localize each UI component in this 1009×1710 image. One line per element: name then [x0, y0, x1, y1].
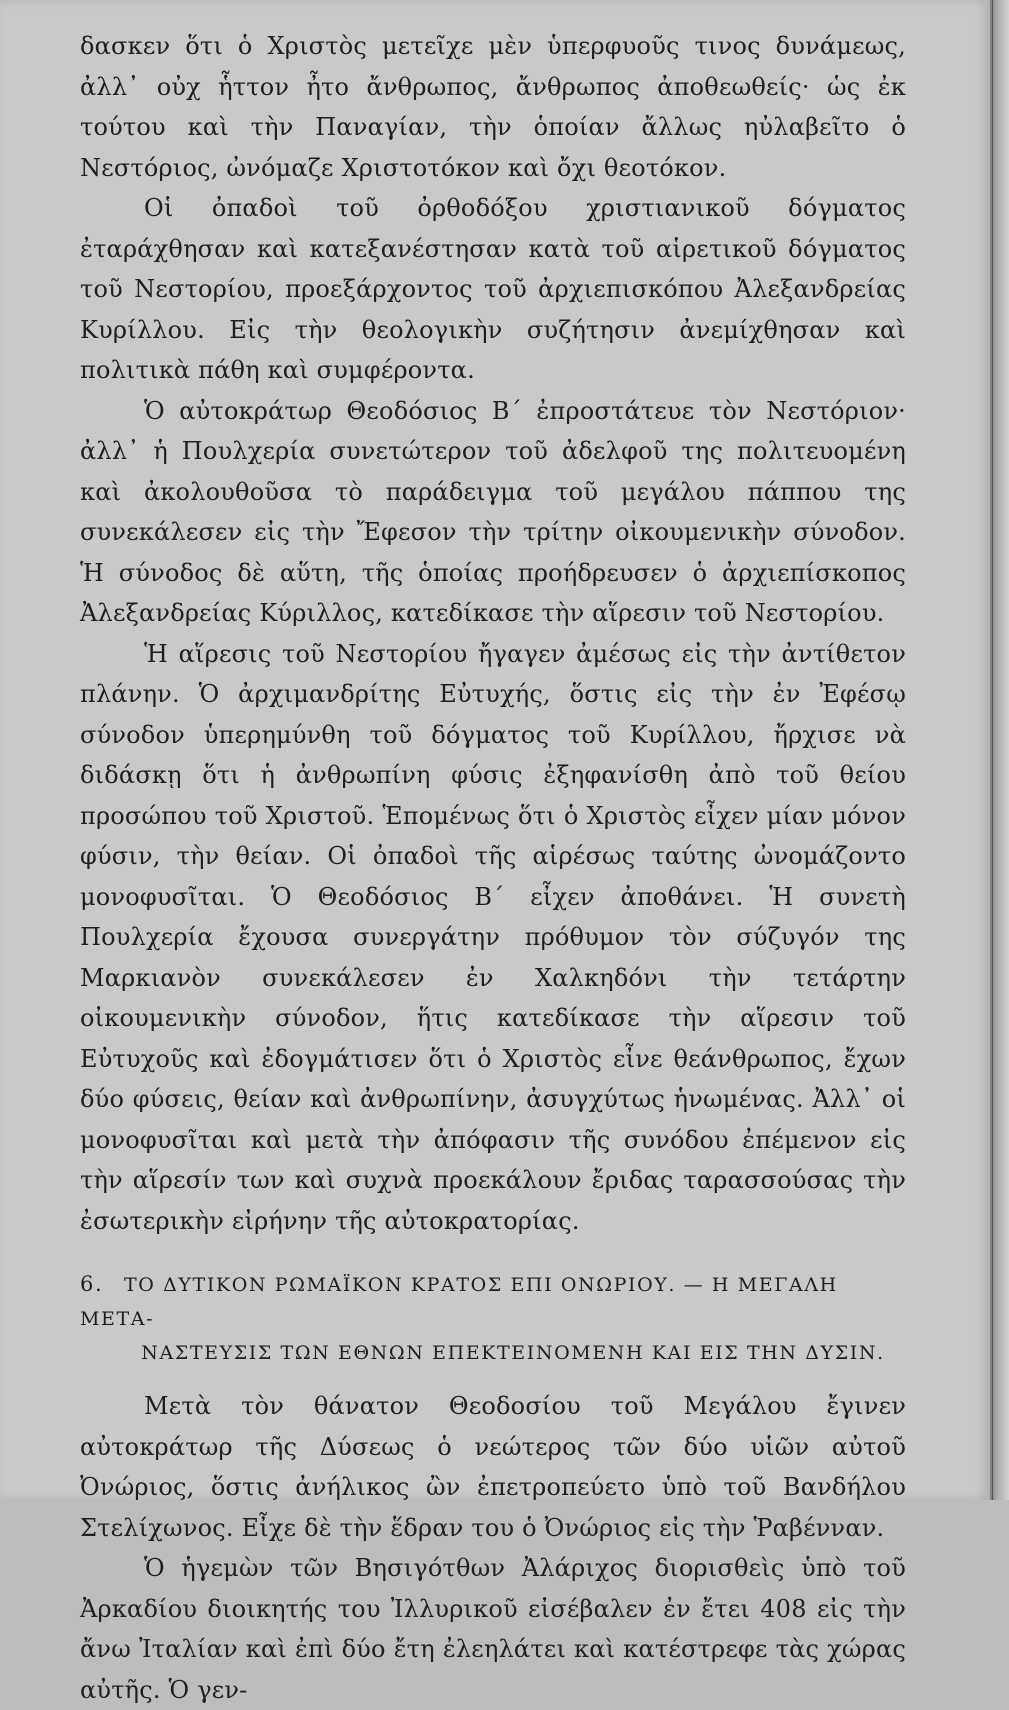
- paragraph-3: Ὁ αὐτοκράτωρ Θεοδόσιος Β΄ ἐπροστάτευε τὸν Νεστόριον· ἀλλ᾽ ἡ Πουλχερία συνετώτερον τοῦ ἀδελφοῦ της πολιτευομένη καὶ ἀκολουθοῦσα τὸ παράδειγμα τοῦ μεγάλου πάππου της συνεκάλεσεν εἰς τὴν Ἔφεσον τὴν τρίτην οἰκουμενικὴν σύνοδον. Ἡ σύνοδος δὲ αὕτη, τῆς ὁποίας προήδρευσεν ὁ ἀρχιεπίσκοπος Ἀλεξανδρείας Κύριλλος, κατεδίκασε τὴν αἵρεσιν τοῦ Νεστορίου.: [80, 396, 906, 627]
- section-number: 6.: [80, 1272, 104, 1296]
- section-title-line-2: ΝΑΣΤΕΥΣΙΣ ΤΩΝ ΕΘΝΩΝ ΕΠΕΚΤΕΙΝΟΜΕΝΗ ΚΑΙ ΕΙΣ ΤΗΝ ΔΥΣΙΝ.: [141, 1342, 885, 1364]
- section-heading: [80, 1267, 906, 1370]
- paragraph-4: Ἡ αἵρεσις τοῦ Νεστορίου ἤγαγεν ἀμέσως εἰς τὴν ἀντίθετον πλάνην. Ὁ ἀρχιμανδρίτης Εὐτυχής, ὅστις εἰς τὴν ἐν Ἐφέσῳ σύνοδον ὑπερημύνθη τοῦ δόγματος τοῦ Κυρίλλου, ἤρχισε νὰ διδάσκῃ ὅτι ἡ ἀνθρωπίνη φύσις ἐξηφανίσθη ἀπὸ τοῦ θείου προσώπου τοῦ Χριστοῦ. Ἑπομένως ὅτι ὁ Χριστὸς εἶχεν μίαν μόνον φύσιν, τὴν θείαν. Οἱ ὀπαδοὶ τῆς αἱρέσως ταύτης ὠνομάζοντο μονοφυσῖται. Ὁ Θεοδόσιος Β΄ εἶχεν ἀποθάνει. Ἡ συνετὴ Πουλχερία ἔχουσα συνεργάτην πρόθυμον τὸν σύζυγόν της Μαρκιανὸν συνεκάλεσεν ἐν Χαλκηδόνι τὴν τετάρτην οἰκουμενικὴν σύνοδον, ἥτις κατεδίκασε τὴν αἵρεσιν τοῦ Εὐτυχοῦς καὶ ἐδογμάτισεν ὅτι ὁ Χριστὸς εἶνε θεάνθρωπος, ἔχων δύο φύσεις, θείαν καὶ ἀνθρωπίνην, ἀσυγχύτως ἡνωμένας. Ἀλλ᾽ οἱ μονοφυσῖται καὶ μετὰ τὴν ἀπόφασιν τῆς συνόδου ἐπέμενον εἰς τὴν αἵρεσίν των καὶ συχνὰ προεκάλουν ἔριδας ταρασσούσας τὴν ἐσωτερικὴν εἰρήνην τῆς αὐτοκρατορίας.: [80, 639, 906, 1235]
- paragraph-2: Οἱ ὀπαδοὶ τοῦ ὀρθοδόξου χριστιανικοῦ δόγματος ἐταράχθησαν καὶ κατεξανέστησαν κατὰ τοῦ αἱρετικοῦ δόγματος τοῦ Νεστορίου, προεξάρχοντος τοῦ ἀρχιεπισκόπου Ἀλεξανδρείας Κυρίλλου. Εἰς τὴν θεολογικὴν συζήτησιν ἀνεμίχθησαν καὶ πολιτικὰ πάθη καὶ συμφέροντα.: [80, 194, 906, 384]
- paragraph-6: Ὁ ἡγεμὼν τῶν Βησιγότθων Ἀλάριχος διορισθεὶς ὑπὸ τοῦ Ἀρκαδίου διοικητής του Ἰλλυρικοῦ εἰσέβαλεν ἐν ἔτει 408 εἰς τὴν ἄνω Ἰταλίαν καὶ ἐπὶ δύο ἔτη ἐλεηλάτει καὶ κατέστρεφε τὰς χώρας αὐτῆς. Ὁ γεν-: [80, 1554, 906, 1704]
- page-text: [80, 26, 906, 1710]
- paragraph-1: δασκεν ὅτι ὁ Χριστὸς μετεῖχε μὲν ὑπερφυοῦς τινος δυνάμεως, ἀλλ᾽ οὐχ ἧττον ἦτο ἄνθρωπος, ἄνθρωπος ἀποθεωθείς· ὡς ἐκ τούτου καὶ τὴν Παναγίαν, τὴν ὁποίαν ἄλλως ηὐλαβεῖτο ὁ Νεστόριος, ὠνόμαζε Χριστοτόκον καὶ ὄχι θεοτόκον.: [80, 32, 906, 182]
- section-title-line-1: ΤΟ ΔΥΤΙΚΟΝ ΡΩΜΑΪΚΟΝ ΚΡΑΤΟΣ ΕΠΙ ΟΝΩΡΙΟΥ. — Η ΜΕΓΑΛΗ ΜΕΤΑ-: [80, 1274, 838, 1330]
- gutter-edge-line: [992, 0, 1009, 1500]
- paragraph-5: Μετὰ τὸν θάνατον Θεοδοσίου τοῦ Μεγάλου ἔγινεν αὐτοκράτωρ τῆς Δύσεως ὁ νεώτερος τῶν δύο υἱῶν αὐτοῦ Ὀνώριος, ὅστις ἀνήλικος ὢν ἐπετροπεύετο ὑπὸ τοῦ Βανδήλου Στελίχωνος. Εἶχε δὲ τὴν ἕδραν του ὁ Ὀνώριος εἰς τὴν Ῥαβένναν.: [80, 1392, 906, 1542]
